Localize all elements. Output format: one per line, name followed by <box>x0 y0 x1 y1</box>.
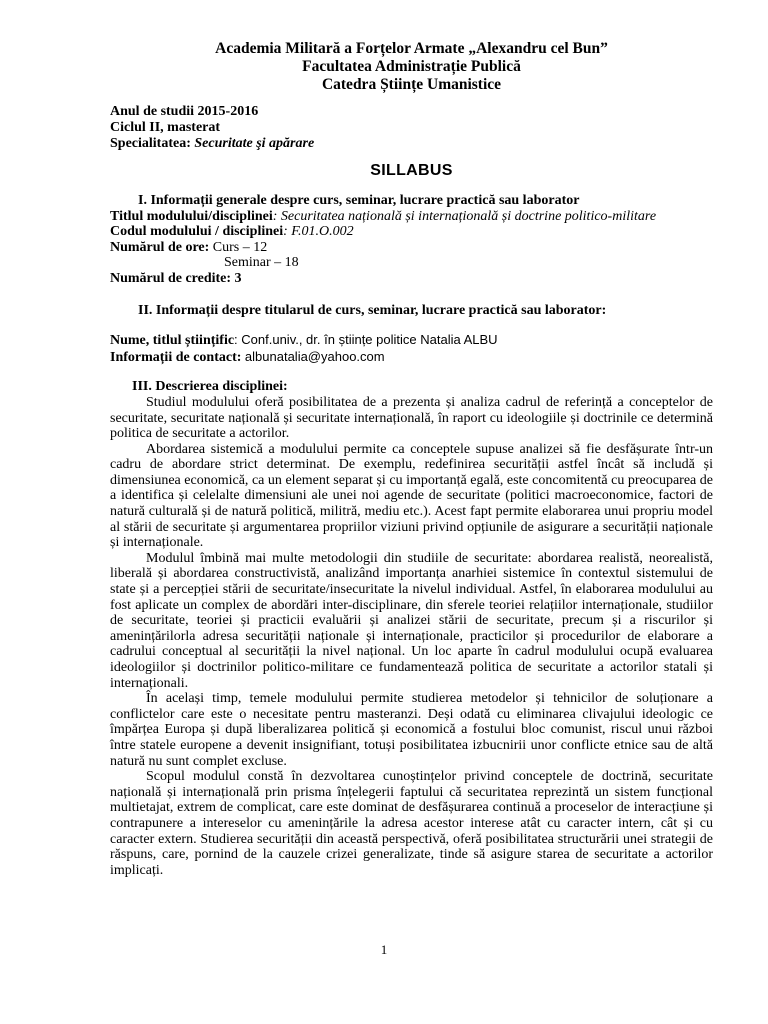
description-paragraph-3: Modulul îmbină mai multe metodologii din studiile de securitate: abordarea realistă, neorealistă, liberală și abordarea constructivistă, analizând importanța anarhiei sistemice în contextul sistemului de state și a percepției stării de securitate/insecuritate la nivelul individual. Astfel, în elaborarea modulului au fost aplicate un complex de abordări inter-disciplinare, din sferele teoriei relațiilor internaționale, studiilor de securitate, teoriei și practicii evaluării și analizei stării de securitate, precum și a riscurilor și amenințărilorla adresa securității naționale și internaționale, practicilor și procedurilor de elaborare a cadrului conceptual al securității la nivel național. Un loc aparte în cadrul modulului ocupă evaluarea ideologiilor și doctrinilor politico-militare ce fundamentează politica de securitate a actorilor statali și internaționali. <box>110 550 713 691</box>
section2-heading: II. Informații despre titularul de curs, seminar, lucrare practică sau laborator: <box>138 302 607 318</box>
hours-course: Curs – 12 <box>212 239 268 255</box>
faculty-name: Facultatea Administrație Publică <box>302 58 521 75</box>
study-year: Anul de studii 2015-2016 <box>110 104 259 119</box>
description-paragraph-4: În același timp, temele modulului permite studierea metodelor și tehnicilor de soluționare a conflictelor care este o necesitate pentru masteranzi. Deși odată cu eliminarea clivajului ideologic ce împărțea Europa și după liberalizarea politică și economică a fostului bloc comunist, riscul unui război între statele europene a devenit insignifiant, totuși posibilitatea izbucnirii unor conflicte etnice sau de altă natură nu sunt complet excluse. <box>110 691 713 769</box>
page-number: 1 <box>380 942 388 957</box>
instructor-name <box>110 332 713 349</box>
document-title: SILLABUS <box>370 162 453 180</box>
description-paragraph-5: Scopul modulul constă în dezvoltarea cunoștințelor privind conceptele de doctrină, securitate națională și internațională prin prisma înțelegerii faptului că securitatea reprezintă un sistem funcțional multietajat, extrem de complicat, care este dominat de desfășurarea continuă a proceselor de interacțiune și contrapunere a intereselor cu amenințările la adresa acestor interese atât cu caracter intern, cât și cu caracter extern. Studierea securității din această perspectivă, oferă posibilitatea structurării unei strategii de răspuns, care, pornind de la cauzele crizei generalizate, tinde să asigure starea de securitate a actorilor implicați. <box>110 769 713 878</box>
instructor-name-value: : Conf.univ., dr. în științe politice Natalia ALBU <box>234 332 498 348</box>
document-page <box>110 40 713 878</box>
course-title <box>110 209 713 225</box>
contact-info <box>110 349 713 366</box>
description-paragraph-1: Studiul modulului oferă posibilitatea de a prezenta și analiza cadrul de referință a conceptelor de securitate, securitate națională și securitate internațională, în raport cu ideologiile și doctrinile ce determină politica de securitate a actorilor. <box>110 394 713 442</box>
hours-seminar: Seminar – 18 <box>224 255 299 271</box>
section3-heading: III. Descrierea disciplinei: <box>132 379 288 395</box>
study-cycle: Ciclul II, masterat <box>110 119 221 135</box>
description-paragraph-2: Abordarea sistemică a modulului permite ca conceptele supuse analizei să fie desfășurate într-un cadru de abordare strict determinat. De exemplu, redefinirea securității astfel încât să includă și dimensiunea economică, ca un element separat și cu importanță egală, este concomitentă cu preocuparea de a identifica și celelalte dimensiuni ale unei noi agende de securitate (politici macroeconomice, factori de natură culturală și de natură politică, militră, mediu etc.). Acest fapt permite elaborarea unui propriu model al stării de securitate și argumentarea propriilor viziuni privind opțiunile de asigurare a securității naționale și internaționale. <box>110 441 713 551</box>
specialty-label: Specialitatea: <box>110 135 195 151</box>
course-title-label: Titlul modulului/disciplinei <box>110 208 273 224</box>
course-title-value: : Securitatea națională și internațională și doctrine politico-militare <box>272 208 657 224</box>
specialty <box>110 136 713 152</box>
specialty-value: Securitate şi apărare <box>194 135 315 151</box>
instructor-name-label: Nume, titlul științific <box>110 333 235 349</box>
contact-email[interactable]: albunatalia@yahoo.com <box>244 348 385 364</box>
section1-heading: I. Informații generale despre curs, seminar, lucrare practică sau laborator <box>138 192 580 208</box>
department-name: Catedra Științe Umanistice <box>321 76 502 93</box>
hours <box>110 240 713 256</box>
course-code <box>110 224 713 240</box>
hours-label: Numărul de ore: <box>110 239 213 255</box>
course-code-label: Codul modulului / disciplinei <box>110 224 284 240</box>
credits: Numărul de credite: 3 <box>110 270 242 286</box>
institution-name: Academia Militară a Forțelor Armate „Alexandru cel Bun” <box>215 40 608 57</box>
course-code-value: : F.01.O.002 <box>283 224 354 240</box>
contact-label: Informații de contact: <box>110 349 245 365</box>
